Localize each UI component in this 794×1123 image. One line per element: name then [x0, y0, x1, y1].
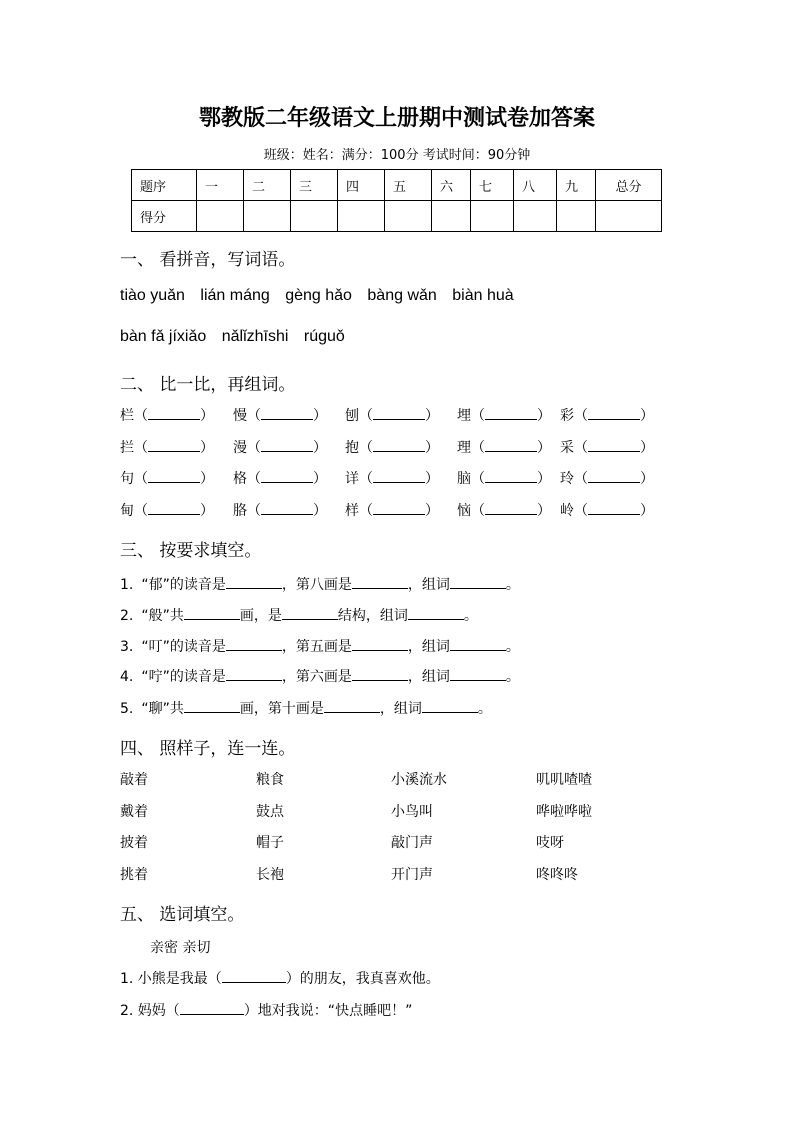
- choice-item: [120, 1000, 412, 1020]
- answer-blank[interactable]: [450, 638, 506, 651]
- answer-blank[interactable]: [184, 607, 240, 620]
- pinyin-word: tiào yuǎn: [120, 287, 185, 304]
- score-header-cell: 八: [514, 170, 557, 201]
- answer-blank[interactable]: [261, 470, 313, 483]
- fill-item: [120, 666, 520, 686]
- section-2-heading: 二、 比一比，再组词。: [120, 375, 296, 395]
- fill-item-text: 1.: [120, 577, 134, 593]
- compare-item: [560, 405, 654, 425]
- score-cell[interactable]: [244, 201, 291, 232]
- score-cell[interactable]: [338, 201, 385, 232]
- answer-blank[interactable]: [261, 439, 313, 452]
- compare-item: [560, 500, 654, 520]
- close-paren: ）: [640, 503, 654, 519]
- compare-item: [345, 500, 439, 520]
- score-header-cell: 七: [471, 170, 514, 201]
- choice-item-prefix: 1. 小熊是我最（: [120, 971, 222, 987]
- open-paren: （: [359, 471, 373, 487]
- answer-blank[interactable]: [222, 970, 286, 983]
- pinyin-word: rúguǒ: [303, 328, 345, 345]
- answer-blank[interactable]: [324, 700, 380, 713]
- close-paren: ）: [425, 503, 439, 519]
- answer-blank[interactable]: [408, 607, 464, 620]
- compare-char: 甸: [120, 503, 134, 519]
- compare-item: [233, 437, 327, 457]
- answer-blank[interactable]: [148, 502, 200, 515]
- answer-blank[interactable]: [485, 439, 537, 452]
- compare-item: [560, 468, 654, 488]
- score-header-cell: 总分: [596, 170, 662, 201]
- choice-item-prefix: 2. 妈妈（: [120, 1003, 180, 1019]
- fill-item-text: ，组词: [407, 669, 450, 685]
- fill-item: [120, 574, 520, 594]
- open-paren: （: [471, 503, 485, 519]
- score-cell[interactable]: [471, 201, 514, 232]
- pinyin-word: nǎlǐzhīshi: [221, 328, 289, 345]
- answer-blank[interactable]: [485, 502, 537, 515]
- close-paren: ）: [537, 408, 551, 424]
- compare-char: 理: [457, 440, 471, 456]
- compare-char: 岭: [560, 503, 574, 519]
- choice-item-suffix: ）的朋友，我真喜欢他。: [285, 971, 440, 987]
- score-cell[interactable]: [514, 201, 557, 232]
- answer-blank[interactable]: [588, 502, 640, 515]
- open-paren: （: [359, 503, 373, 519]
- page-title: 鄂教版二年级语文上册期中测试卷加答案: [198, 105, 595, 131]
- answer-blank[interactable]: [148, 470, 200, 483]
- close-paren: ）: [200, 440, 214, 456]
- section-1-heading: 一、 看拼音，写词语。: [120, 250, 296, 270]
- match-word[interactable]: 吱呀: [536, 835, 564, 851]
- close-paren: ）: [537, 471, 551, 487]
- score-table-header-row: [132, 170, 662, 201]
- answer-blank[interactable]: [282, 607, 338, 620]
- choice-item: [120, 968, 440, 988]
- match-word[interactable]: 戴着: [120, 804, 148, 820]
- fill-item: [120, 636, 520, 656]
- exam-info: 班级：姓名：满分：100分 考试时间：90分钟: [263, 148, 531, 163]
- section-4-heading: 四、 照样子，连一连。: [120, 739, 296, 759]
- compare-item: [457, 500, 551, 520]
- answer-blank[interactable]: [588, 439, 640, 452]
- compare-item: [120, 405, 214, 425]
- answer-blank[interactable]: [373, 407, 425, 420]
- open-paren: （: [247, 408, 261, 424]
- answer-blank[interactable]: [226, 638, 282, 651]
- compare-char: 采: [560, 440, 574, 456]
- answer-blank[interactable]: [226, 668, 282, 681]
- fill-item-text: “郁”的读音是: [141, 577, 226, 593]
- answer-blank[interactable]: [352, 668, 408, 681]
- close-paren: ）: [200, 503, 214, 519]
- pinyin-word: bàn fǎ jíxiǎo: [120, 328, 207, 345]
- answer-blank[interactable]: [261, 407, 313, 420]
- word-choices: 亲密 亲切: [150, 940, 211, 956]
- match-word[interactable]: 敲门声: [391, 835, 433, 851]
- score-table-score-row: [132, 201, 662, 232]
- fill-item-text: 5.: [120, 701, 134, 717]
- match-word[interactable]: 粮食: [256, 772, 284, 788]
- compare-item: [457, 437, 551, 457]
- compare-item: [233, 500, 327, 520]
- match-word[interactable]: 长袍: [256, 867, 284, 883]
- score-table: [131, 169, 662, 232]
- answer-blank[interactable]: [450, 576, 506, 589]
- close-paren: ）: [200, 408, 214, 424]
- open-paren: （: [574, 503, 588, 519]
- compare-char: 胳: [233, 503, 247, 519]
- score-cell[interactable]: [291, 201, 338, 232]
- compare-item: [345, 437, 439, 457]
- compare-char: 格: [233, 471, 247, 487]
- open-paren: （: [471, 471, 485, 487]
- open-paren: （: [471, 408, 485, 424]
- score-header-cell: 题序: [132, 170, 197, 201]
- fill-item-text: 3.: [120, 639, 134, 655]
- compare-item: [560, 437, 654, 457]
- fill-item-text: ，组词: [407, 639, 450, 655]
- open-paren: （: [471, 440, 485, 456]
- compare-char: 恼: [457, 503, 471, 519]
- fill-item-text: 。: [505, 639, 520, 655]
- fill-item-text: 。: [505, 669, 520, 685]
- close-paren: ）: [425, 471, 439, 487]
- answer-blank[interactable]: [226, 576, 282, 589]
- answer-blank[interactable]: [352, 576, 408, 589]
- close-paren: ）: [537, 503, 551, 519]
- pinyin-word: bàng wǎn: [367, 287, 437, 304]
- open-paren: （: [574, 440, 588, 456]
- score-header-cell: 四: [338, 170, 385, 201]
- close-paren: ）: [313, 408, 327, 424]
- fill-item-text: 结构，组词: [337, 608, 408, 624]
- open-paren: （: [134, 503, 148, 519]
- fill-item: [120, 698, 492, 718]
- score-cell[interactable]: [385, 201, 432, 232]
- match-word[interactable]: 小鸟叫: [391, 804, 433, 820]
- answer-blank[interactable]: [184, 700, 240, 713]
- open-paren: （: [359, 440, 373, 456]
- match-word[interactable]: 披着: [120, 835, 148, 851]
- score-cell[interactable]: [197, 201, 244, 232]
- fill-item-text: 。: [505, 577, 520, 593]
- score-header-cell: 九: [557, 170, 596, 201]
- fill-item-text: 画，第十画是: [239, 701, 324, 717]
- compare-char: 漫: [233, 440, 247, 456]
- open-paren: （: [247, 471, 261, 487]
- answer-blank[interactable]: [373, 439, 425, 452]
- compare-char: 抱: [345, 440, 359, 456]
- compare-char: 详: [345, 471, 359, 487]
- compare-item: [345, 405, 439, 425]
- answer-blank[interactable]: [373, 470, 425, 483]
- score-cell[interactable]: [596, 201, 662, 232]
- choice-item-suffix: ）地对我说：“快点睡吧！”: [243, 1003, 413, 1019]
- close-paren: ）: [313, 440, 327, 456]
- score-header-cell: 五: [385, 170, 432, 201]
- close-paren: ）: [537, 440, 551, 456]
- answer-blank[interactable]: [352, 638, 408, 651]
- compare-item: [233, 468, 327, 488]
- answer-blank[interactable]: [450, 668, 506, 681]
- compare-char: 拦: [120, 440, 134, 456]
- answer-blank[interactable]: [485, 407, 537, 420]
- match-word[interactable]: 哗啦哗啦: [536, 804, 592, 820]
- compare-char: 刨: [345, 408, 359, 424]
- match-word[interactable]: 开门声: [391, 867, 433, 883]
- pinyin-line-1: [120, 287, 525, 305]
- fill-item-text: 4.: [120, 669, 134, 685]
- answer-blank[interactable]: [485, 470, 537, 483]
- answer-blank[interactable]: [180, 1002, 244, 1015]
- compare-item: [457, 405, 551, 425]
- fill-item-text: ，组词: [379, 701, 422, 717]
- answer-blank[interactable]: [588, 470, 640, 483]
- open-paren: （: [247, 503, 261, 519]
- open-paren: （: [359, 408, 373, 424]
- answer-blank[interactable]: [588, 407, 640, 420]
- match-word[interactable]: 挑着: [120, 867, 148, 883]
- score-cell[interactable]: [432, 201, 471, 232]
- fill-item-text: “叮”的读音是: [141, 639, 226, 655]
- compare-item: [120, 468, 214, 488]
- answer-blank[interactable]: [261, 502, 313, 515]
- score-row-label: 得分: [132, 201, 197, 232]
- fill-item-text: 。: [477, 701, 492, 717]
- compare-char: 栏: [120, 408, 134, 424]
- match-word[interactable]: 鼓点: [256, 804, 284, 820]
- compare-item: [345, 468, 439, 488]
- match-word[interactable]: 帽子: [256, 835, 284, 851]
- pinyin-word: biàn huà: [452, 287, 514, 304]
- open-paren: （: [574, 408, 588, 424]
- section-5-heading: 五、 选词填空。: [120, 905, 245, 925]
- fill-item-text: ，第六画是: [281, 669, 352, 685]
- match-word[interactable]: 敲着: [120, 772, 148, 788]
- pinyin-word: gèng hǎo: [285, 287, 352, 304]
- fill-item-text: 。: [463, 608, 478, 624]
- pinyin-line-2: [120, 328, 356, 346]
- compare-char: 彩: [560, 408, 574, 424]
- match-word[interactable]: 咚咚咚: [536, 867, 578, 883]
- answer-blank[interactable]: [422, 700, 478, 713]
- score-cell[interactable]: [557, 201, 596, 232]
- answer-blank[interactable]: [373, 502, 425, 515]
- compare-item: [457, 468, 551, 488]
- open-paren: （: [574, 471, 588, 487]
- compare-char: 埋: [457, 408, 471, 424]
- close-paren: ）: [200, 471, 214, 487]
- compare-char: 句: [120, 471, 134, 487]
- match-word[interactable]: 叽叽喳喳: [536, 772, 592, 788]
- score-header-cell: 一: [197, 170, 244, 201]
- fill-item-text: “聊”共: [141, 701, 184, 717]
- answer-blank[interactable]: [148, 407, 200, 420]
- close-paren: ）: [313, 503, 327, 519]
- compare-item: [120, 500, 214, 520]
- close-paren: ）: [640, 440, 654, 456]
- compare-item: [120, 437, 214, 457]
- close-paren: ）: [425, 440, 439, 456]
- score-header-cell: 二: [244, 170, 291, 201]
- fill-item-text: 画，是: [239, 608, 282, 624]
- answer-blank[interactable]: [148, 439, 200, 452]
- score-header-cell: 三: [291, 170, 338, 201]
- compare-char: 脑: [457, 471, 471, 487]
- open-paren: （: [247, 440, 261, 456]
- fill-item-text: ，组词: [407, 577, 450, 593]
- fill-item-text: “般”共: [141, 608, 184, 624]
- close-paren: ）: [640, 408, 654, 424]
- fill-item: [120, 605, 478, 625]
- compare-char: 玲: [560, 471, 574, 487]
- open-paren: （: [134, 440, 148, 456]
- fill-item-text: ，第八画是: [281, 577, 352, 593]
- close-paren: ）: [425, 408, 439, 424]
- fill-item-text: ，第五画是: [281, 639, 352, 655]
- open-paren: （: [134, 408, 148, 424]
- compare-char: 样: [345, 503, 359, 519]
- section-3-heading: 三、 按要求填空。: [120, 541, 262, 561]
- score-header-cell: 六: [432, 170, 471, 201]
- close-paren: ）: [640, 471, 654, 487]
- open-paren: （: [134, 471, 148, 487]
- fill-item-text: “咛”的读音是: [141, 669, 226, 685]
- close-paren: ）: [313, 471, 327, 487]
- compare-char: 慢: [233, 408, 247, 424]
- compare-item: [233, 405, 327, 425]
- match-word[interactable]: 小溪流水: [391, 772, 447, 788]
- fill-item-text: 2.: [120, 608, 134, 624]
- pinyin-word: lián máng: [200, 287, 270, 304]
